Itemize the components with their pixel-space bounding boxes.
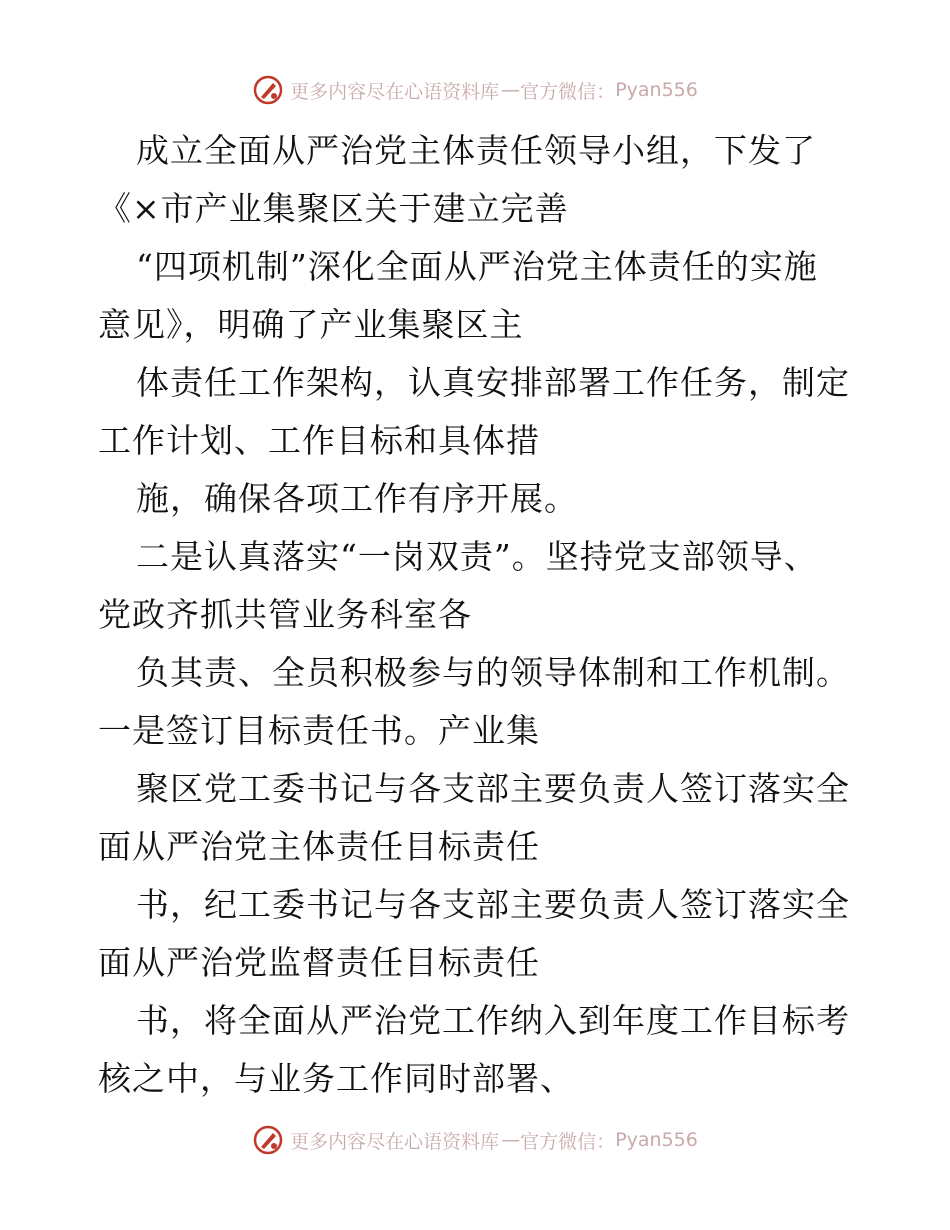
body-line: 党政齐抓共管业务科室各 (98, 595, 472, 634)
document-body (98, 122, 868, 1108)
body-line: 《×市产业集聚区关于建立完善 (98, 189, 569, 228)
body-line: 意见》，明确了产业集聚区主 (98, 305, 524, 344)
footer-wechat-label: 官方微信： (520, 1130, 616, 1153)
body-line: 负其责、全员积极参与的领导体制和工作机制。 (136, 653, 850, 692)
header-brand-text: 更多内容尽在心语资料库 (290, 80, 500, 103)
footer-brand-text: 更多内容尽在心语资料库 (290, 1130, 500, 1153)
pen-logo-icon (252, 1124, 284, 1156)
header-banner (0, 70, 950, 110)
body-line: 核之中，与业务工作同时部署、 (98, 1059, 574, 1098)
body-line: 聚区党工委书记与各支部主要负责人签订落实全 (136, 769, 850, 808)
body-line: 体责任工作架构，认真安排部署工作任务，制定 (136, 363, 850, 402)
body-line: 成立全面从严治党主体责任领导小组，下发了 (136, 131, 816, 170)
body-line: “四项机制”深化全面从严治党主体责任的实施 (136, 247, 818, 286)
body-line: 施，确保各项工作有序开展。 (136, 479, 578, 518)
header-wechat-id: Pyan556 (615, 79, 698, 101)
header-separator: — (501, 79, 519, 101)
body-line: 面从严治党主体责任目标责任 (98, 827, 540, 866)
pen-logo-icon (252, 74, 284, 106)
body-line: 工作计划、工作目标和具体措 (98, 421, 540, 460)
footer-wechat-id: Pyan556 (615, 1129, 698, 1151)
body-line: 面从严治党监督责任目标责任 (98, 943, 540, 982)
body-line: 二是认真落实“一岗双责”。坚持党支部领导、 (136, 537, 818, 576)
footer-separator: — (501, 1129, 519, 1151)
header-wechat-label: 官方微信： (520, 80, 616, 103)
body-line: 书，纪工委书记与各支部主要负责人签订落实全 (136, 885, 850, 924)
body-line: 书，将全面从严治党工作纳入到年度工作目标考 (136, 1001, 850, 1040)
footer-banner (0, 1120, 950, 1160)
body-line: 一是签订目标责任书。产业集 (98, 711, 540, 750)
